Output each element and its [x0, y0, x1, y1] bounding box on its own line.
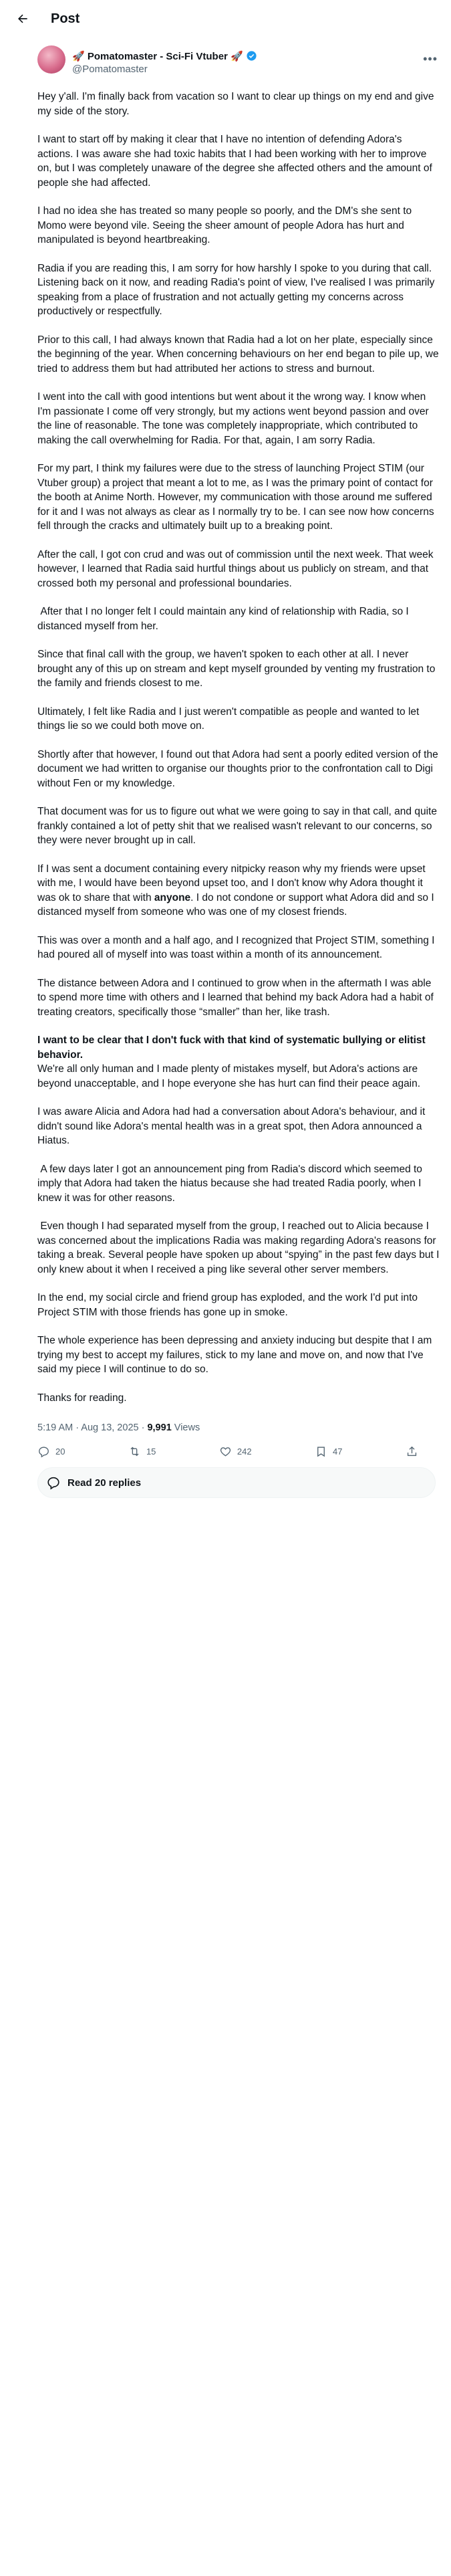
views-label: Views: [171, 1422, 200, 1433]
post-paragraph: Ultimately, I felt like Radia and I just weren't compatible as people and wanted to let things lie so we could both move on.: [37, 706, 420, 732]
reply-count: 20: [55, 1446, 65, 1457]
repost-icon: [128, 1445, 141, 1458]
post-paragraph: In the end, my social circle and friend group has exploded, and the work I'd put into Project STIM with those friends has gone up in smoke.: [37, 1292, 418, 1318]
back-button[interactable]: [11, 7, 35, 31]
post-paragraph: Radia if you are reading this, I am sorry for how harshly I spoke to you during that call. Listening back on it now, and reading Radia's point of view, I've realised I was primarily speaking from a place of frustration and not actually getting my concerns across productively or respectfully.: [37, 262, 435, 317]
reply-icon: [37, 1445, 50, 1458]
post-paragraph: I want to start off by making it clear that I have no intention of defending Adora's actions. I was aware she had toxic habits that I had been working with her to improve on, but I was completely unaware of the degree she affected others and the amount of people she had affected.: [37, 134, 432, 189]
post-time[interactable]: 5:19 AM: [37, 1422, 73, 1433]
post-meta: [37, 1422, 440, 1433]
heart-icon: [219, 1445, 232, 1458]
post-body: [0, 90, 451, 1498]
post-paragraph: After that I no longer felt I could maintain any kind of relationship with Radia, so I distanced myself from her.: [37, 606, 412, 632]
post-paragraph: Even though I had separated myself from the group, I reached out to Alicia because I was concerned about the implications Radia was making regarding Adora's reasons for taking a break. Several people have spoken up about “spying” in the past few days but I only knew about it when I received a ping like several other server members.: [37, 1220, 442, 1275]
post-paragraph: Thanks for reading.: [37, 1392, 127, 1404]
post-paragraph: I went into the call with good intentions but went about it the wrong way. I know when I'm passionate I come off very strongly, but my actions went beyond passion and over the line of reasonable. The tone was completely inappropriate, which contributed to making the call overwhelming for Radia. For that, again, I am sorry Radia.: [37, 391, 429, 446]
post-text: . I do not condone or support what Adora did and so I distanced myself from someone who was one of my closest friends.: [37, 891, 434, 918]
post-paragraph: This was over a month and a half ago, and I recognized that Project STIM, something I had poured all of myself into was toast within a month of its announcement.: [37, 934, 435, 960]
chat-bubble-icon: [46, 1475, 61, 1490]
post-paragraph: We're all only human and I made plenty of mistakes myself, but Adora's actions are beyond unacceptable, and I hope everyone she has hurt can find their peace again.: [37, 1063, 421, 1089]
arrow-left-icon: [16, 12, 29, 25]
like-button[interactable]: [219, 1445, 252, 1458]
views-count: 9,991: [147, 1422, 172, 1433]
page-title: Post: [51, 11, 80, 26]
post-paragraph-bold: I want to be clear that I don't fuck with that kind of systematic bullying or elitist behavior.: [37, 1035, 426, 1061]
post-paragraph: I was aware Alicia and Adora had had a conversation about Adora's behaviour, and it didn't sound like Adora's mental health was in a great spot, then Adora announced a Hiatus.: [37, 1106, 426, 1146]
post-paragraph: Hey y'all. I'm finally back from vacation so I want to clear up things on my end and give my side of the story.: [37, 91, 434, 117]
post-paragraph: Prior to this call, I had always known that Radia had a lot on her plate, especially since the beginning of the year. When concerning behaviours on her end began to pile up, we tried to address them but had attributed her actions to stress and burnout.: [37, 334, 439, 374]
reply-button[interactable]: [37, 1445, 65, 1458]
avatar[interactable]: [37, 45, 65, 74]
author-handle[interactable]: @Pomatomaster: [72, 63, 148, 75]
post-paragraph: Since that final call with the group, we haven't spoken to each other at all. I never brought any of this up on stream and kept myself grounded by venting my frustration to the family and friends closest to me.: [37, 649, 436, 689]
bookmark-icon: [315, 1445, 327, 1458]
post-paragraph: I had no idea she has treated so many people so poorly, and the DM's she sent to Momo were beyond vile. Seeing the sheer amount of people Adora has hurt and manipulated is beyond heartbreaking.: [37, 205, 412, 245]
post-text-bold: anyone: [154, 891, 191, 903]
post-paragraph: Shortly after that however, I found out that Adora had sent a poorly edited version of the document we had written to organise our thoughts prior to the confrontation call to Digi without Fen or my knowledge.: [37, 748, 438, 789]
share-button[interactable]: [406, 1445, 418, 1458]
meta-separator: ·: [138, 1422, 148, 1433]
post-paragraph: The whole experience has been depressing and anxiety inducing but despite that I am trying my best to accept my failures, stick to my lane and move on, and now that I've said my piece I will continue to do so.: [37, 1335, 432, 1375]
post-date[interactable]: Aug 13, 2025: [81, 1422, 139, 1433]
post-paragraph: After the call, I got con crud and was out of commission until the next week. That week however, I learned that Radia said hurtful things about us publicly on stream, and that crossed both my personal and professional boundaries.: [37, 548, 434, 589]
post-paragraph: That document was for us to figure out what we were going to say in that call, and quite frankly contained a lot of petty shit that we realised wasn't relevant to our concerns, so they were never brought up in call.: [37, 806, 437, 846]
verified-badge-icon: [246, 50, 257, 62]
bookmark-button[interactable]: [315, 1445, 342, 1458]
post-paragraph: The distance between Adora and I continued to grow when in the aftermath I was able to spend more time with others and I learned that behind my back Adora had a habit of treating creators, specifically those “smaller” than her, like trash.: [37, 977, 434, 1018]
author-name-row[interactable]: [72, 50, 257, 62]
read-replies-label: Read 20 replies: [67, 1477, 142, 1489]
repost-button[interactable]: [128, 1445, 156, 1458]
post-paragraph: A few days later I got an announcement ping from Radia's discord which seemed to imply that Adora had taken the hiatus because she had treated Radia poorly, when I knew it was for other reasons.: [37, 1163, 426, 1204]
top-bar: [0, 0, 451, 37]
post-paragraph: [37, 862, 440, 920]
meta-separator: ·: [73, 1422, 82, 1433]
author-name[interactable]: 🚀 Pomatomaster - Sci-Fi Vtuber 🚀: [72, 50, 243, 62]
like-count: 242: [237, 1446, 252, 1457]
share-icon: [406, 1445, 418, 1458]
author-row: [0, 37, 451, 82]
repost-count: 15: [146, 1446, 156, 1457]
post-text: If I was sent a document containing every nitpicky reason why my friends were upset with me, I would have been beyond upset too, and I don't know why Adora thought it was ok to share that with: [37, 863, 426, 903]
post-paragraph: For my part, I think my failures were due to the stress of launching Project STIM (our Vtuber group) a project that meant a lot to me, as I was the primary point of contact for the booth at Anime North. However, my communication with those around me suffered for it and I was not always as clear as I normally try to be. I can see now how concerns fell through the cracks and ultimately built up to a breaking point.: [37, 463, 434, 532]
read-replies-button[interactable]: [37, 1467, 436, 1498]
action-bar: [37, 1445, 420, 1458]
more-options-icon[interactable]: •••: [423, 52, 438, 66]
bookmark-count: 47: [333, 1446, 343, 1457]
